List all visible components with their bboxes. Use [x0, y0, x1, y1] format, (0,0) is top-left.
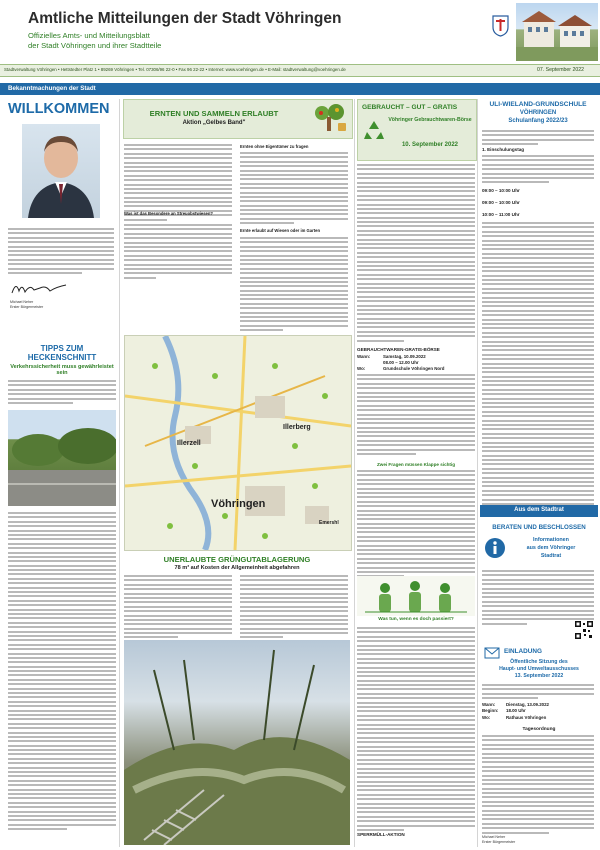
- council-bar: [480, 505, 598, 517]
- harvest-question-1: Was ist das Besondere an Streuobstwiesen?: [124, 211, 213, 216]
- masthead: [0, 0, 600, 78]
- welcome-heading: WILLKOMMEN: [8, 101, 110, 117]
- greenwaste-title: UNERLAUBTE GRÜNGUTABLAGERUNG: [163, 555, 311, 564]
- masthead-title: Amtliche Mitteilungen der Stadt Vöhringen: [28, 10, 342, 27]
- section-bar: [0, 83, 600, 95]
- invitation-text: [482, 684, 594, 702]
- invitation-sub-3: 13. September 2022: [514, 673, 564, 679]
- invitation-row-value: 18.00 Uhr: [506, 708, 526, 714]
- market-illustration: [357, 576, 475, 616]
- market-date: 10. September 2022: [401, 142, 459, 148]
- masthead-contact: Stadtverwaltung Vöhringen • Hettstedter Platz 1 • 89269 Vöhringen • Tel. 07306/96 22-0 • Fax 96 22-22 • Internet: www.voehringen.de • E-Mail: stadtverwaltung@voehringen.de: [4, 67, 346, 72]
- agenda-signer: Michael Neher: [482, 835, 506, 839]
- council-text: [482, 570, 594, 627]
- market-text-3: [357, 470, 475, 580]
- school-title: ULI-WIELAND-GRUNDSCHULE: [489, 101, 587, 108]
- invitation-row-label: Wann:: [482, 702, 496, 707]
- invitation-row-value: Dienstag, 13.09.2022: [506, 702, 549, 707]
- invitation-title: EINLADUNG: [504, 648, 542, 655]
- harvest-subtitle: Aktion „Gelbes Band": [182, 120, 246, 126]
- school-intro: [482, 130, 594, 148]
- market-title-box: [357, 99, 477, 161]
- market-row-value: Grundschule Vöhringen Nord: [383, 365, 445, 371]
- market-info-title: GEBRAUCHTWAREN-GRATIS-BÖRSE: [357, 347, 440, 352]
- hedge-tips-subtitle: Verkehrssicherheit muss gewährleistet sein: [10, 364, 114, 377]
- market-row: [357, 366, 475, 372]
- harvest-question-3: Ernte erlaubt auf Wiesen oder im Garten: [240, 228, 321, 233]
- hedge-tips-text: [8, 512, 116, 833]
- invitation-table: [482, 702, 594, 721]
- divider: [477, 99, 478, 847]
- agenda-list: [482, 735, 594, 836]
- council-info-sub-3: Stadtrat: [540, 553, 562, 559]
- invitation-icon: [484, 646, 500, 660]
- mayor-portrait: [22, 124, 100, 218]
- harvest-text-col1b: [124, 224, 232, 281]
- fruit-picker-icon: [310, 103, 350, 135]
- district-map: [124, 335, 352, 551]
- market-row-value: 08.00 – 12.00 Uhr: [383, 359, 419, 365]
- invitation-sub-1: Öffentliche Sitzung des: [510, 659, 568, 665]
- market-info-table: [357, 354, 475, 371]
- hedge-tips-intro: [8, 380, 116, 406]
- council-bar-label: Aus dem Stadtrat: [514, 507, 564, 513]
- signature-name: Michael Neher: [10, 300, 34, 304]
- market-row-label: Wann:: [357, 354, 371, 359]
- invitation-sub-2: Haupt- und Umweltausschusses: [499, 666, 579, 672]
- masthead-subtitle-1: Offizielles Amts- und Mitteilungsblatt: [28, 31, 150, 40]
- signature-role: Erster Bürgermeister: [10, 305, 44, 309]
- invitation-row-label: Beginn:: [482, 708, 499, 714]
- mayor-signature: [10, 279, 70, 297]
- map-label-emershofen: Emershl: [319, 520, 339, 526]
- agenda-signer-role: Erster Bürgermeister: [482, 840, 516, 844]
- hedge-tips-title: TIPPS ZUM HECKENSCHNITT: [27, 344, 97, 362]
- market-text-2: [357, 374, 475, 457]
- agenda-heading: Tagesordnung: [522, 727, 556, 732]
- market-row-label: Wo:: [357, 365, 366, 371]
- masthead-subtitle-2: der Stadt Vöhringen und ihrer Stadtteile: [28, 41, 162, 50]
- masthead-contact-bar: [0, 64, 600, 77]
- school-schedule: Schulanfang 2022/23: [508, 118, 568, 124]
- market-question-2: Zwei Fragen müssen Klappe sichtig: [376, 462, 456, 467]
- divider: [119, 99, 120, 847]
- invitation-row-label: Wo:: [482, 714, 491, 720]
- town-crest-icon: [492, 15, 509, 37]
- sperrmuell-heading: SPERRMÜLL-AKTION: [357, 832, 405, 837]
- council-info-title: BERATEN UND BESCHLOSSEN: [492, 524, 586, 531]
- qr-code-icon: [574, 620, 594, 640]
- harvest-title-box: [123, 99, 353, 139]
- school-first-day: 1. Einschulungstag: [482, 147, 525, 152]
- harvest-text-col2: [240, 152, 348, 227]
- greenwaste-text-col2: [240, 575, 348, 641]
- school-text-1: [482, 155, 594, 186]
- market-row-value: Samstag, 10.09.2022: [383, 354, 426, 359]
- greenwaste-text-col1: [124, 575, 232, 641]
- market-title: GEBRAUCHT – GUT – GRATIS: [362, 104, 458, 111]
- school-time-2: 09:00 – 10:00 Uhr: [482, 200, 520, 205]
- greenwaste-photo: [124, 640, 350, 845]
- harvest-text-col2b: [240, 237, 348, 334]
- section-bar-label: Bekanntmachungen der Stadt: [8, 85, 96, 92]
- recycle-icon: [362, 118, 386, 142]
- map-label-voehringen: Vöhringen: [211, 498, 266, 510]
- invitation-row: [482, 715, 594, 721]
- town-hall-photo: [516, 3, 598, 61]
- divider: [354, 99, 355, 847]
- council-info-sub-2: aus dem Vöhringer: [526, 545, 576, 551]
- school-time-3: 10:00 – 11:00 Uhr: [482, 212, 520, 217]
- school-city: VÖHRINGEN: [519, 110, 557, 116]
- invitation-row-value: Rathaus Vöhringen: [506, 714, 547, 720]
- market-text-4: [357, 627, 475, 833]
- school-text-2: [482, 222, 594, 516]
- info-icon: [484, 537, 506, 559]
- greenwaste-subtitle: 78 m³ auf Kosten der Allgemeinheit abgefahren: [174, 565, 300, 571]
- hedge-photo: [8, 410, 116, 506]
- welcome-text: [8, 228, 114, 276]
- map-label-illerberg: Illerberg: [283, 424, 311, 431]
- market-text-1: [357, 164, 475, 344]
- school-time-1: 09:00 – 10:00 Uhr: [482, 188, 520, 193]
- masthead-date: 07. September 2022: [536, 67, 584, 73]
- market-subtitle: Vöhringer Gebrauchtwaren-Börse: [388, 117, 472, 123]
- council-info-sub-1: Informationen: [533, 537, 569, 543]
- map-label-illerzell: Illerzell: [177, 440, 201, 447]
- market-question-1: Was tun, wenn es doch passiert?: [378, 617, 454, 622]
- harvest-question-2: Ernten ohne Eigentümer zu fragen: [240, 144, 309, 149]
- harvest-title: ERNTEN UND SAMMELN ERLAUBT: [149, 109, 279, 118]
